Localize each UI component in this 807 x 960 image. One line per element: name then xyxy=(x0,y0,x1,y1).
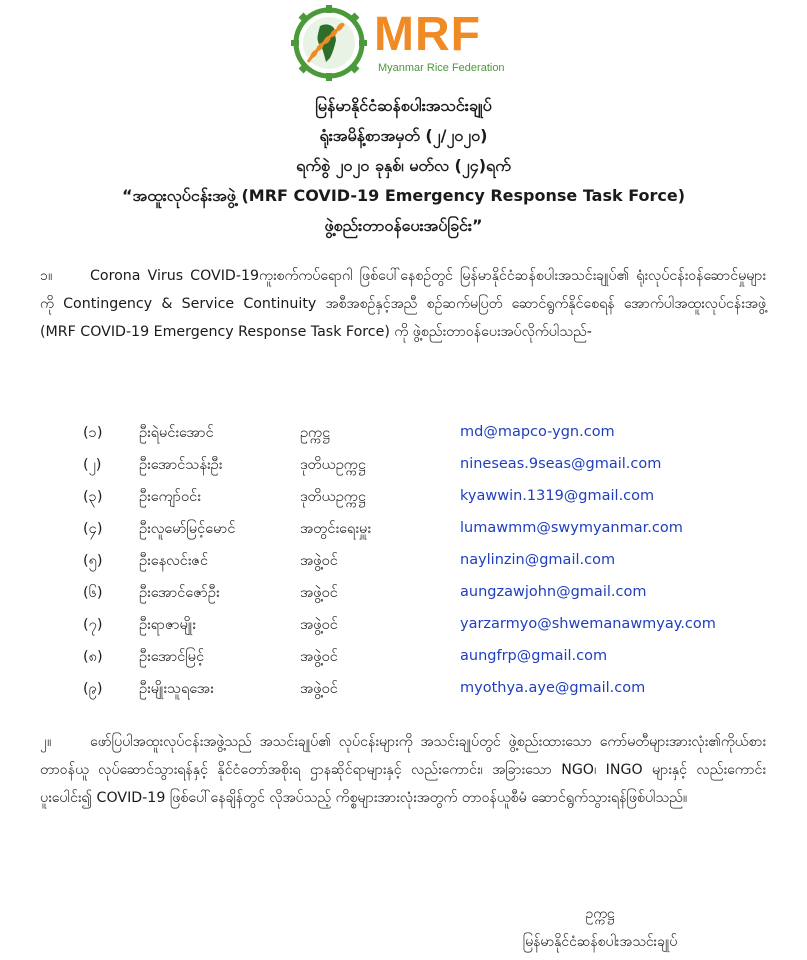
signature-organization: မြန်မာနိုင်ငံဆန်စပါးအသင်းချုပ် xyxy=(522,934,678,950)
member-email[interactable]: md@mapco-ygn.com xyxy=(460,424,615,440)
list-item xyxy=(0,488,807,518)
member-email[interactable]: kyawwin.1319@gmail.com xyxy=(460,488,655,504)
list-item xyxy=(0,616,807,646)
member-name: ဦးလူမော်မြင့်မောင် xyxy=(139,521,236,537)
list-item xyxy=(0,584,807,614)
heading-order-number: ရုံးအမိန့်စာအမှတ် (၂/၂၀၂၀) xyxy=(319,126,488,145)
member-email[interactable]: myothya.aye@gmail.com xyxy=(460,680,646,696)
signature-title: ဥက္ကဋ္ဌ xyxy=(585,906,615,922)
paragraph-2 xyxy=(40,728,766,812)
member-index: (၅) xyxy=(83,553,103,569)
list-item xyxy=(0,456,807,486)
mrf-logo xyxy=(290,4,510,82)
member-role: ဒုတိယဥက္ကဋ္ဌ xyxy=(300,489,366,505)
member-role: အဖွဲ့ဝင် xyxy=(300,681,338,697)
member-name: ဦးမျိုးသူရအေး xyxy=(139,681,214,697)
member-email[interactable]: naylinzin@gmail.com xyxy=(460,552,616,568)
member-role: အတွင်းရေးမှူး xyxy=(300,521,371,537)
member-role: ဥက္ကဋ္ဌ xyxy=(300,425,331,441)
member-email[interactable]: nineseas.9seas@gmail.com xyxy=(460,456,662,472)
member-name: ဦးရဲမင်းအောင် xyxy=(139,425,214,441)
paragraph-number: ၁။ xyxy=(40,268,53,284)
list-item xyxy=(0,424,807,454)
paragraph-1 xyxy=(40,262,766,346)
member-email[interactable]: lumawmm@swymyanmar.com xyxy=(460,520,683,536)
paragraph-text: Corona Virus COVID-19ကူးစက်ကပ်ရောဂါ ဖြစ်ပေါ်နေစဉ်တွင် မြန်မာနိုင်ငံဆန်စပါးအသင်းချုပ်၏ ရုံးလုပ်ငန်းဝန်ဆောင်မှုများကို Contingency & Service Continuity အစီအစဉ်နှင့်အညီ စဉ်ဆက်မပြတ် ဆောင်ရွက်နိုင်စေရန် အောက်ပါအထူးလုပ်ငန်းအဖွဲ့ (MRF COVID-19 Emergency Response Task Force) ကို ဖွဲ့စည်းတာဝန်ပေးအပ်လိုက်ပါသည်- xyxy=(40,268,766,340)
member-index: (၃) xyxy=(83,489,103,505)
heading-title: “အထူးလုပ်ငန်းအဖွဲ့ (MRF COVID-19 Emergency Response Task Force) xyxy=(121,186,686,205)
member-name: ဦးအောင်သန်းဦး xyxy=(139,457,223,473)
heading-organization: မြန်မာနိုင်ငံဆန်စပါးအသင်းချုပ် xyxy=(315,96,492,115)
list-item xyxy=(0,680,807,710)
heading-date: ရက်စွဲ ၂၀၂၀ ခုနှစ်၊ မတ်လ (၂၄)ရက် xyxy=(296,156,511,175)
member-index: (၈) xyxy=(83,649,103,665)
member-name: ဦးအောင်ဇော်ဦး xyxy=(139,585,220,601)
member-role: အဖွဲ့ဝင် xyxy=(300,553,338,569)
member-role: အဖွဲ့ဝင် xyxy=(300,585,338,601)
heading-title-cont: ဖွဲ့စည်းတာဝန်ပေးအပ်ခြင်း” xyxy=(324,216,483,235)
member-index: (၁) xyxy=(83,425,103,441)
list-item xyxy=(0,520,807,550)
member-role: အဖွဲ့ဝင် xyxy=(300,649,338,665)
member-index: (၂) xyxy=(83,457,102,473)
member-name: ဦးရာဇာမျိုး xyxy=(139,617,196,633)
member-name: ဦးကျော်ဝင်း xyxy=(139,489,201,505)
member-index: (၉) xyxy=(83,681,103,697)
list-item xyxy=(0,552,807,582)
paragraph-number: ၂။ xyxy=(40,734,52,750)
member-index: (၇) xyxy=(83,617,103,633)
member-name: ဦးနေလင်းဇင် xyxy=(139,553,209,569)
member-name: ဦးအောင်မြင့် xyxy=(139,649,205,665)
list-item xyxy=(0,648,807,678)
member-index: (၆) xyxy=(83,585,103,601)
member-index: (၄) xyxy=(83,521,103,537)
member-role: အဖွဲ့ဝင် xyxy=(300,617,338,633)
logo-subtitle: Myanmar Rice Federation xyxy=(378,62,505,74)
paragraph-text: ဖော်ပြပါအထူးလုပ်ငန်းအဖွဲ့သည် အသင်းချုပ်၏ လုပ်ငန်းများကို အသင်းချုပ်တွင် ဖွဲ့စည်းထားသော ကော်မတီများအားလုံး၏ကိုယ်စား တာဝန်ယူ လုပ်ဆောင်သွားရန်နှင့် နိုင်ငံတော်အစိုးရ ဌာနဆိုင်ရာများနှင့် လည်းကောင်း၊ အခြားသော NGO၊ INGO များနှင့် လည်းကောင်း ပူးပေါင်း၍ COVID-19 ဖြစ်ပေါ်နေချိန်တွင် လိုအပ်သည့် ကိစ္စများအားလုံးအတွက် တာဝန်ယူစီမံ ဆောင်ရွက်သွားရန်ဖြစ်ပါသည်။ xyxy=(40,734,766,806)
member-email[interactable]: yarzarmyo@shwemanawmyay.com xyxy=(460,616,716,632)
logo-text: MRF xyxy=(374,8,481,61)
member-role: ဒုတိယဥက္ကဋ္ဌ xyxy=(300,457,366,473)
member-email[interactable]: aungzawjohn@gmail.com xyxy=(460,584,647,600)
rice-emblem-icon xyxy=(290,4,368,82)
member-email[interactable]: aungfrp@gmail.com xyxy=(460,648,608,664)
